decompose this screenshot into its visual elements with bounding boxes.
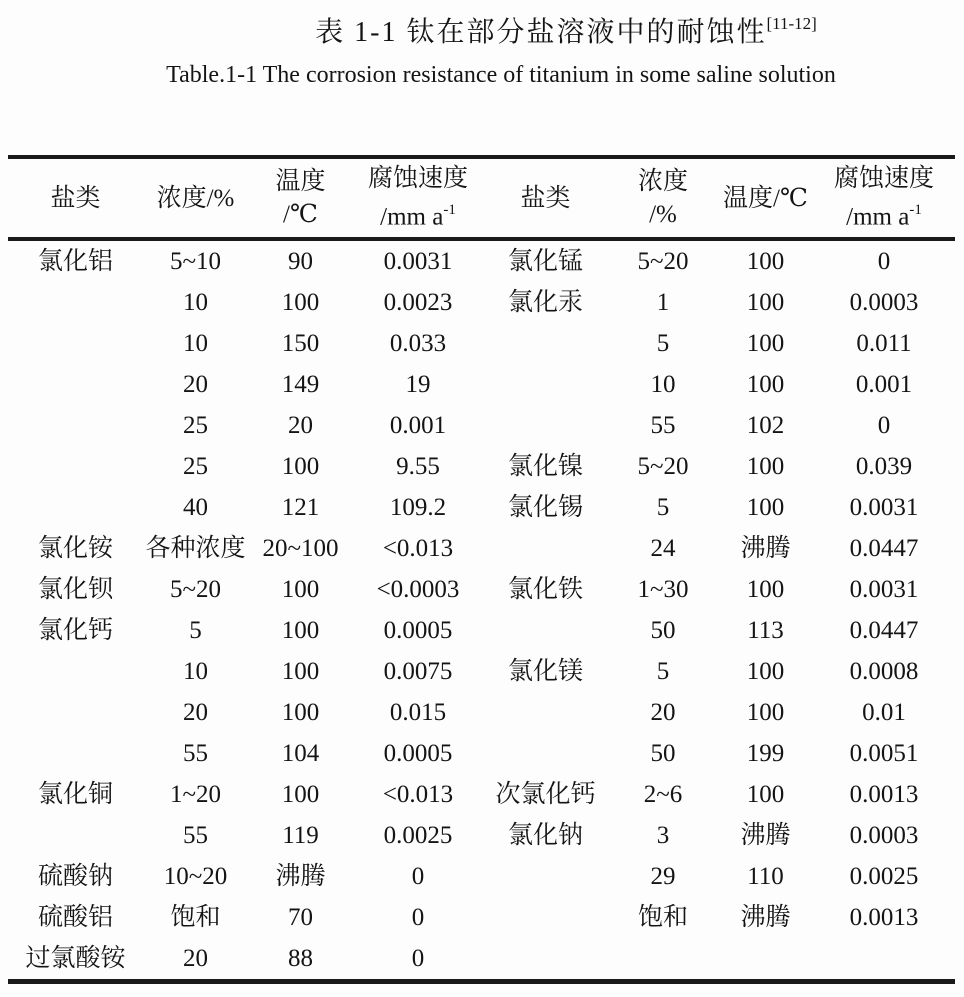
col-header-label-line1: 腐蚀速度 [367, 165, 468, 193]
table-cell: 100 [746, 289, 785, 316]
table-cell: 硫酸钠 [37, 863, 113, 890]
table-cell: 5 [656, 330, 670, 357]
corrosion-resistance-table [8, 155, 955, 984]
table-cell: 20 [650, 699, 676, 726]
table-cell: 100 [281, 453, 320, 480]
col-header-label-line2: /℃ [283, 201, 318, 228]
table-cell: 0 [411, 945, 425, 972]
col-header-label-line2 [813, 195, 955, 233]
table-cell: 0.001 [389, 412, 447, 439]
table-row [8, 651, 955, 692]
table-cell: 20 [183, 699, 208, 726]
table-cell: 0 [411, 904, 425, 931]
table-header-row [8, 157, 955, 239]
col-header-corrosion-rate-left [353, 157, 483, 239]
table-cell [483, 692, 608, 733]
table-cell: 100 [746, 248, 785, 275]
table-cell: 150 [281, 330, 320, 357]
table-cell [8, 733, 143, 774]
col-header-label: 浓度/% [156, 184, 235, 212]
table-cell: 0.0025 [383, 822, 453, 849]
citation-superscript: [11-12] [766, 13, 817, 33]
table-cell: 55 [183, 740, 208, 767]
table-cell [8, 446, 143, 487]
table-cell: 0 [877, 248, 891, 275]
table-cell: 20 [183, 371, 208, 398]
table-cell: 29 [650, 863, 676, 890]
table-cell: 100 [281, 699, 320, 726]
table-cell [8, 364, 143, 405]
table-cell: 氯化镁 [507, 658, 583, 685]
table-cell: 氯化锰 [507, 248, 583, 275]
table-cell [483, 528, 608, 569]
table-row [8, 528, 955, 569]
table-cell: 氯化铁 [507, 576, 583, 603]
table-cell: 100 [746, 494, 785, 521]
table-cell: 0.0003 [849, 822, 919, 849]
table-cell: 0.0447 [849, 535, 919, 562]
table-cell: 149 [281, 371, 320, 398]
table-cell: 0.0031 [383, 248, 453, 275]
table-cell: 90 [288, 248, 313, 275]
table-cell: 氯化镍 [507, 453, 583, 480]
col-header-label-line2 [353, 195, 483, 233]
table-cell: 沸腾 [740, 822, 791, 849]
table-cell: 100 [746, 781, 785, 808]
col-header-label: 温度/℃ [723, 184, 808, 212]
col-header-label-line1: 浓度 [637, 168, 688, 195]
table-cell: 0 [411, 863, 425, 890]
table-cell: 沸腾 [740, 904, 791, 931]
table-row [8, 364, 955, 405]
table-cell [8, 651, 143, 692]
table-cell: 20 [288, 412, 313, 439]
table-cell: 0.0005 [383, 617, 453, 644]
table-cell: 55 [183, 822, 208, 849]
table-caption-zh [84, 0, 964, 50]
table-cell: 100 [746, 330, 785, 357]
col-header-temperature-left [248, 157, 353, 239]
table-cell: 氯化铜 [37, 781, 113, 808]
table-cell: 5 [656, 494, 670, 521]
table-cell: 沸腾 [740, 535, 791, 562]
col-header-label: 盐类 [520, 184, 571, 212]
table-cell [483, 938, 608, 982]
table-cell: 0.033 [389, 330, 447, 357]
table-row [8, 815, 955, 856]
table-cell: 0.011 [856, 330, 912, 357]
table-row [8, 569, 955, 610]
table-cell: 2~6 [643, 781, 683, 808]
table-cell: 100 [746, 658, 785, 685]
col-header-salt-left [8, 157, 143, 239]
table-cell: 饱和 [170, 904, 221, 931]
table-cell: 100 [281, 617, 320, 644]
table-cell [483, 856, 608, 897]
table-cell: 10 [183, 289, 208, 316]
table-cell: 各种浓度 [145, 535, 246, 562]
col-header-label-line2: /% [649, 201, 677, 228]
table-cell: 氯化锡 [507, 494, 583, 521]
table-row [8, 405, 955, 446]
col-header-concentration-left [143, 157, 248, 239]
table-cell: 5 [656, 658, 670, 685]
table-cell: 88 [288, 945, 313, 972]
table-cell: 饱和 [637, 904, 688, 931]
table-cell: 5~10 [169, 248, 222, 275]
table-cell: 0.0031 [849, 494, 919, 521]
table-cell: 19 [405, 371, 431, 398]
table-cell [483, 733, 608, 774]
table-cell: 25 [183, 412, 208, 439]
table-cell: 3 [656, 822, 670, 849]
table-cell [8, 487, 143, 528]
table-cell: 0.0025 [849, 863, 919, 890]
table-cell [718, 938, 813, 982]
table-cell: 20~100 [262, 535, 339, 562]
table-cell: 1~30 [637, 576, 689, 603]
table-row [8, 733, 955, 774]
table-cell: 20 [183, 945, 208, 972]
table-cell: 10~20 [163, 863, 228, 890]
table-cell: 50 [650, 740, 676, 767]
table-row [8, 774, 955, 815]
table-cell: 0.0075 [383, 658, 453, 685]
table-cell: 0.0008 [849, 658, 919, 685]
table-cell: <0.013 [382, 781, 454, 808]
table-header [8, 157, 955, 239]
table-cell: 100 [281, 658, 320, 685]
table-cell: 氯化钠 [507, 822, 583, 849]
table-cell [483, 610, 608, 651]
table-cell: 0.0013 [849, 904, 919, 931]
table-cell [8, 323, 143, 364]
table-cell: 过氯酸铵 [25, 945, 126, 972]
table-cell: 1~20 [169, 781, 222, 808]
table-cell: 25 [183, 453, 208, 480]
table-cell: 1 [656, 289, 670, 316]
table-row [8, 610, 955, 651]
table-cell [8, 692, 143, 733]
table-cell: 40 [183, 494, 208, 521]
col-header-label: 盐类 [50, 184, 101, 212]
table-cell: 104 [281, 740, 320, 767]
table-cell: 100 [281, 289, 320, 316]
table-cell [8, 405, 143, 446]
table-cell: 100 [746, 699, 785, 726]
unit-exponent: -1 [909, 202, 922, 219]
table-cell [483, 897, 608, 938]
table-cell: 5 [189, 617, 202, 644]
table-row [8, 487, 955, 528]
table-cell: 0.0003 [849, 289, 919, 316]
col-header-salt-right [483, 157, 608, 239]
table-cell [483, 405, 608, 446]
table-cell: 0.01 [862, 699, 906, 726]
table-caption-zh-text: 表 1-1 钛在部分盐溶液中的耐蚀性 [315, 17, 767, 48]
table-cell: 0.0013 [849, 781, 919, 808]
table-cell: 100 [746, 371, 785, 398]
table-cell: 0.039 [855, 453, 913, 480]
table-row [8, 692, 955, 733]
table-cell [8, 815, 143, 856]
table-cell: 0.0051 [849, 740, 919, 767]
table-cell: 氯化汞 [507, 289, 583, 316]
table-cell: 109.2 [389, 494, 447, 521]
table-row [8, 282, 955, 323]
table-cell: 5~20 [637, 453, 689, 480]
table-cell: 110 [747, 863, 784, 890]
unit-exponent: -1 [443, 202, 456, 219]
col-header-label-line1: 温度 [275, 168, 326, 195]
table-cell: 5~20 [637, 248, 689, 275]
table-cell: <0.013 [382, 535, 454, 562]
table-cell: 24 [650, 535, 676, 562]
table-cell [608, 938, 718, 982]
table-row [8, 938, 955, 982]
table-cell: 70 [288, 904, 313, 931]
table-cell [483, 323, 608, 364]
table-cell [813, 938, 955, 982]
table-cell: 氯化钡 [37, 576, 113, 603]
table-cell: 102 [746, 412, 785, 439]
table-cell: 100 [281, 576, 320, 603]
col-header-concentration-right [608, 157, 718, 239]
table-cell: 0.0005 [383, 740, 453, 767]
unit-text: /mm a [846, 203, 910, 231]
table-cell: 氯化钙 [37, 617, 113, 644]
table-row [8, 323, 955, 364]
table-cell: 9.55 [396, 453, 440, 480]
table-cell: 次氯化钙 [495, 781, 596, 808]
table-cell: 沸腾 [275, 863, 326, 890]
table-row [8, 446, 955, 487]
table-cell [8, 282, 143, 323]
table-cell: 119 [282, 822, 319, 849]
table-cell: 0 [877, 412, 891, 439]
table-cell: 氯化铵 [37, 535, 113, 562]
table-cell: 5~20 [169, 576, 222, 603]
table-cell: 113 [747, 617, 784, 644]
col-header-corrosion-rate-right [813, 157, 955, 239]
table-row [8, 856, 955, 897]
table-cell [483, 364, 608, 405]
table-cell: 0.0447 [849, 617, 919, 644]
table-cell: 氯化铝 [37, 248, 113, 275]
table-cell: <0.0003 [376, 576, 460, 603]
table-cell: 10 [183, 330, 208, 357]
col-header-temperature-right [718, 157, 813, 239]
table-cell: 0.015 [389, 699, 447, 726]
table-cell: 0.0023 [383, 289, 453, 316]
table-cell: 100 [746, 453, 785, 480]
table-cell: 硫酸铝 [37, 904, 113, 931]
table-cell: 10 [650, 371, 676, 398]
table-cell: 0.001 [855, 371, 913, 398]
table-cell: 55 [650, 412, 676, 439]
table-row [8, 239, 955, 282]
table-caption-en: Table.1-1 The corrosion resistance of titanium in some saline solution [166, 62, 836, 88]
table-cell: 50 [650, 617, 676, 644]
table-cell: 199 [746, 740, 785, 767]
table-body [8, 239, 955, 982]
table-cell: 10 [183, 658, 208, 685]
col-header-label-line1: 腐蚀速度 [833, 165, 934, 193]
table-cell: 100 [746, 576, 785, 603]
table-cell: 100 [281, 781, 320, 808]
table-row [8, 897, 955, 938]
unit-text: /mm a [380, 203, 444, 231]
table-cell: 121 [281, 494, 320, 521]
table-cell: 0.0031 [849, 576, 919, 603]
